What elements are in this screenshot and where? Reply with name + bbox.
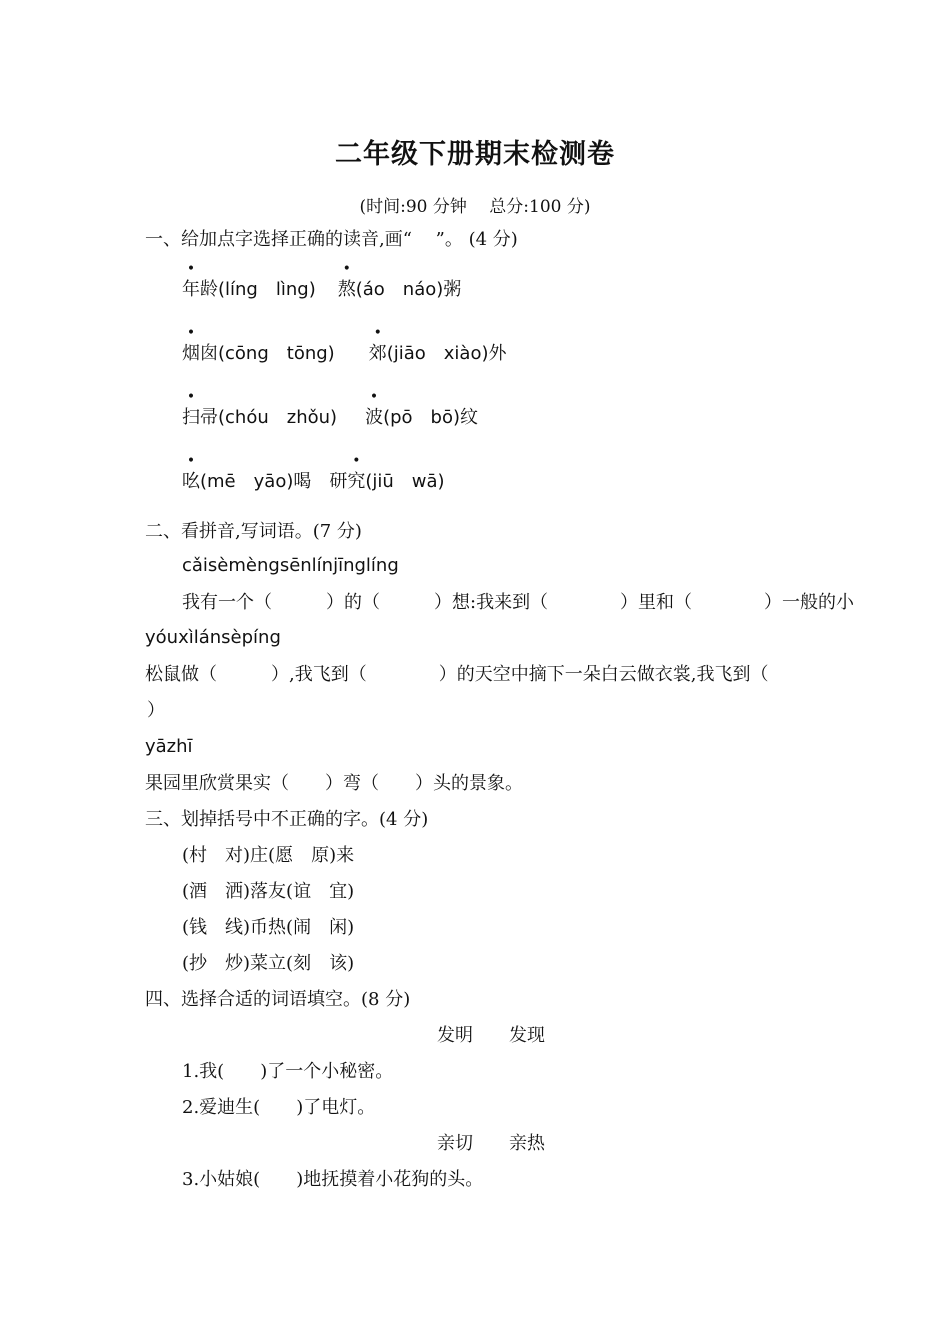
question-1: 1.我( )了一个小秘密。: [182, 1061, 394, 1082]
fill-text-3: ）: [147, 700, 165, 721]
emphasis-dot-icon: •: [186, 389, 196, 405]
word-choices-1: 发明 发现: [437, 1025, 545, 1046]
emphasis-dot-icon: •: [186, 325, 196, 341]
cross-out-item: (酒 洒)落友(谊 宜): [182, 881, 355, 902]
pinyin-options: (pō bō): [383, 407, 460, 428]
pinyin-row-4: • 吆(mē yāo)喝 研 • 究(jiū wā): [182, 453, 445, 492]
dotted-char: • 烟: [182, 325, 200, 364]
question-3: 3.小姑娘( )地抚摸着小花狗的头。: [182, 1169, 484, 1190]
dotted-char: • 郊: [368, 325, 387, 364]
pinyin-options: (líng lìng): [218, 279, 316, 300]
pinyin-prompt-3: yāzhī: [145, 736, 193, 757]
dotted-char: • 扫: [182, 389, 200, 428]
cross-out-item: (村 对)庄(愿 原)来: [182, 845, 355, 866]
emphasis-dot-icon: •: [186, 261, 196, 277]
pinyin-options: (cōng tōng): [218, 343, 335, 364]
pinyin-options: (mē yāo): [200, 471, 294, 492]
dotted-char: • 吆: [182, 453, 200, 492]
pinyin-row-3: • 扫帚(chóu zhǒu) • 波(pō bō)纹: [182, 389, 478, 428]
emphasis-dot-icon: •: [186, 453, 196, 469]
pinyin-options: (áo náo): [355, 279, 444, 300]
emphasis-dot-icon: •: [369, 389, 379, 405]
dotted-char: • 波: [365, 389, 384, 428]
dotted-char: • 年: [182, 261, 200, 300]
section1-heading: 一、给加点字选择正确的读音,画“ ”。 (4 分): [145, 229, 518, 250]
exam-info: (时间:90 分钟 总分:100 分): [359, 197, 591, 217]
fill-text-1: 我有一个（ ）的（ ）想:我来到（ ）里和（ ）一般的小: [182, 592, 855, 613]
pinyin-options: (chóu zhǒu): [218, 407, 338, 428]
emphasis-dot-icon: •: [342, 261, 351, 277]
cross-out-item: (抄 炒)菜立(刻 该): [182, 953, 355, 974]
question-2: 2.爱迪生( )了电灯。: [182, 1097, 376, 1118]
pinyin-prompt-2: yóuxìlánsèpíng: [145, 627, 281, 648]
cross-out-item: (钱 线)币热(闹 闲): [182, 917, 355, 938]
dotted-char: • 熬: [337, 261, 356, 300]
fill-text-4: 果园里欣赏果实（ ）弯（ ）头的景象。: [145, 773, 523, 794]
pinyin-row-1: • 年龄(líng lìng) • 熬(áo náo)粥: [182, 261, 462, 300]
dotted-char: • 究: [347, 453, 366, 492]
pinyin-options: (jiāo xiào): [386, 343, 489, 364]
pinyin-prompt-1: cǎisèmèngsēnlínjīnglíng: [182, 555, 399, 576]
pinyin-row-2: • 烟囱(cōng tōng) • 郊(jiāo xiào)外: [182, 325, 507, 364]
page-title: 二年级下册期末检测卷: [335, 139, 615, 170]
section4-heading: 四、选择合适的词语填空。(8 分): [145, 989, 411, 1010]
section2-heading: 二、看拼音,写词语。(7 分): [145, 521, 362, 542]
section3-heading: 三、划掉括号中不正确的字。(4 分): [145, 809, 429, 830]
emphasis-dot-icon: •: [373, 325, 382, 341]
emphasis-dot-icon: •: [352, 453, 361, 469]
fill-text-2: 松鼠做（ ）,我飞到（ ）的天空中摘下一朵白云做衣裳,我飞到（: [145, 664, 769, 685]
pinyin-options: (jiū wā): [365, 471, 445, 492]
word-choices-2: 亲切 亲热: [437, 1133, 545, 1154]
